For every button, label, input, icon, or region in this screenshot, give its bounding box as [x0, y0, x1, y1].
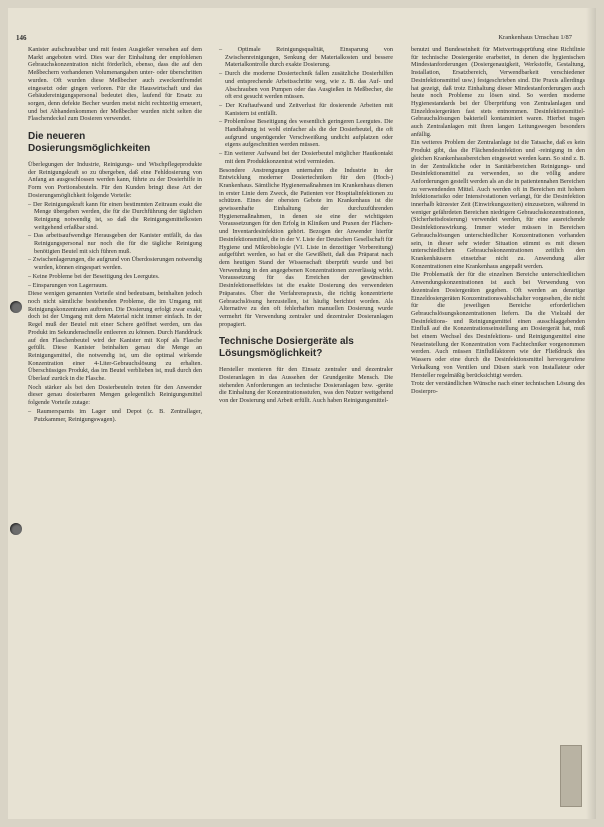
paragraph: benutzt und Bundeseinheit für Mietvertragsprüfung eine Richtlinie für technische Dosiergeräte erarbeitet, in denen die hygienischen Mindestanforderungen (Dosiergenauigkeit, Werkstoffe, Gestaltung, Installation, Ersatzbereich, Verwendbarkeit verschiedener Desinfektionsmittel usw.) festgeschrieben sind. Die Praxis allerdings hat gezeigt, daß trotz Einhaltung dieser Mindestanforderungen auch heute noch Probleme zu lösen sind. So werden moderne Hygienestandards bei der Überprüfung von Zentralanlagen und Einzeldosiergeräten fast stets entnommen. Desinfektionsmittel-Gebrauchslösungen bakteriell kontaminiert waren. Hierbei tragen auch Zentralanlagen mit ihren langen Leitungswegen besonders anfällig. — [411, 46, 585, 138]
bullet-list — [219, 46, 393, 166]
library-stamp — [560, 745, 582, 807]
bullet-list — [28, 201, 202, 290]
list-item: – Ein weiterer Aufwand bei der Dosierbeutel möglicher Hautkontakt mit dem Produktkonzentrat wird vermieden. — [219, 150, 393, 165]
column-2 — [219, 46, 393, 406]
bullet-list — [28, 408, 202, 423]
list-item: – Problemlose Beseitigung des wesentlich geringeren Leergutes. Die Handhabung ist wohl einfacher als die der Dosierbeutel, die oft aufgrund ungenügender Verschweißung undicht aufplatzen oder eigens aufgeschnitten werden müssen. — [219, 118, 394, 149]
paragraph: Diese wenigen genannten Vorteile sind bedeutsam, beinhalten jedoch noch nicht sämtliche bestehenden Probleme, die im Umgang mit Reinigungskonzentraten auftreten. Die Dosierung erfolgt zwar exakt, doch ist der Umgang mit dem Material nicht immer einfach. In der Regel muß der Beutel mit einer Schere geöffnet werden, um das Produkt im Sekundenschnelle entleeren zu können. Durch Handdruck auf den Flaschenbeutel wird der Kanister mit Kopf als Flasche gefüllt. Diese Kanister beinhalten genau die Menge an Reinigungsmittel, die notwendig ist, um die optimal wirkende Konzentration einer 4-Liter-Gebrauchslösung zu erhalten. Überschüssiges Produkt, das im Beutel verblieben ist, muß durch den Überlauf zurück in die Flasche. — [28, 290, 202, 383]
page-number: 146 — [16, 34, 27, 42]
list-item: – Zwischenlagerungen, die aufgrund von Überdosierungen notwendig wurden, können eingespart werden. — [28, 256, 203, 272]
column-3 — [411, 46, 585, 397]
column-1 — [28, 46, 202, 424]
paragraph: Noch stärker als bei den Dosierbeuteln treten für den Anwender dieser genau dosierbaren Mengen gelegentlich Reinigungsmittel folgende Vorteile zutage: — [28, 383, 202, 407]
section-heading: Technische Dosiergeräte als Lösungsmöglichkeit? — [219, 336, 354, 360]
list-item: – Durch die moderne Dosiertechnik fallen zusätzliche Dosierhilfen und entsprechende Arbeitsschritte weg, wie z. B. das Auf- und Abschrauben von Pumpen oder das Ausgießen in Meßbecher, die oft erst gesucht werden müssen. — [219, 70, 393, 101]
punch-hole-icon — [10, 523, 22, 535]
document-page — [8, 8, 596, 819]
list-item: – Raumersparnis im Lager und Depot (z. B. Zentrallager, Putzkammer, Reinigungswagen). — [28, 407, 202, 423]
list-item: – Der Kraftaufwand und Zeitverlust für dosierende Arbeiten mit Kanistern ist entfällt. — [219, 101, 393, 117]
list-item: – Der Reinigungskraft kann für einen bestimmten Zeitraum exakt die Menge übergeben werden, die für die Durchführung der täglichen Reinigung notwendig ist, so daß die Reinigungsmittelkosten weitgehend erfaßbar sind. — [28, 200, 203, 231]
paragraph: Überlegungen der Industrie, Reinigungs- und Wischpflegeprodukte der Reinigungskraft so zu übergeben, daß eine Fehldosierung von Anfang an ausgeschlossen werden kann, führte zu der Dosierhilfe in Form von Portionsbeuteln. Für den Kunden bringt diese Art der Dosierungsmöglichkeit folgende Vorteile: — [28, 161, 202, 199]
paragraph: Ein weiteres Problem der Zentralanlage ist die Tatsache, daß es kein Produkt gibt, das die Flächendesinfektion und -reinigung in den gleichen Krankenhausbereichen eingesetzt werden kann. So sind z. B. in der Zentralküche oder in Sanitärbereichen Reinigungs- und Desinfektionsmittel zu verwenden, so die völlig andere Anforderungen gestellt werden als an die in patientennahen Bereichen zu verwendenden Mittel. Auch werden oft in Bereichen mit hohem Infektionsrisiko oder Intensivstationen verlangt, für die Desinfektion innerhalb kürzester Zeit (Einwirkungszeiten) einzusetzen, während in weniger gefährdeten Bereichen niedrigere Gebrauchskonzentrationen, (Sicherheitsdosierung) verwendet werden, für eine ausreichende Desinfektionswirkung. Immer wieder müssen in Bereichen Gebrauchslösungen unterschiedlicher Konzentrationen vorhanden sein, in dieser sehr wieder Situation stimmt es mit diesen unterschiedlichen Gebrauchskonzentrationen zeitlich den Krankenhäusern einsetzbar nicht zu. Anwendung aller Konzentrationen eine Krankenhaus angepaßt werden. — [411, 139, 585, 270]
paragraph: Kanister aufschraubbar und mit festen Ausgießer versehen auf dem Markt angeboten wird. Dies war der Einhaltung der empfohlenen Gebrauchskonzentration nicht förderlich, ebenso, dass die auf den Meßbechern vorhandenen Volumenangaben unter- oder überschritten wurden. Oft wurden diese Meßbecher auch zweckentfremdet eingesetzt oder gingen verloren. Für die Hauswirtschaft und das Gebäudereinigungspersonal bedeutet dies, laufend für Ersatz zu sorgen, denn defekte Becher wurden meist nicht rechtzeitig erneuert, und bei Abhandenkommen der Meßbecher wurden nicht selten die Flaschendeckel zum Dosieren verwendet. — [28, 46, 202, 123]
punch-hole-icon — [10, 301, 22, 313]
section-heading: Die neueren Dosierungsmöglichkeiten — [28, 131, 151, 155]
paragraph: Besondere Anstrengungen unternahm die Industrie in der Entwicklung moderner Dosiertechniken für den (Hoch-) Krankenhaus. Sämtliche Hygienemaßnahmen im Krankenhaus dienen in erster Linie dem Zweck, die Patienten vor Hospitalinfektionen zu schützen. Eines der obersten Gebote im Krankenhaus ist die gewissenhafte Einhaltung der durchzuführenden Hygienemaßnahmen, in denen sie eine der wichtigsten Voraussetzungen für den Erfolg in Kliniken und Praxen der Flächen- und Inventardesinfektion gehört. Bezogen der Anwender hierfür Desinfektionsmittel, die in der V. Liste der Deutschen Gesellschaft für Hygiene und Mikrobiologie (VI. Liste in derzeitiger Vorbereitung) aufgeführt werden, so hat er die Gewißheit, daß das Präparat nach dem heutigen Stand der Wissenschaft überprüft wurde und bei Verwendung in den angegebenen Konzentrationen zuverlässig wirkt. Voraussetzung für das Erreichen der gewünschten Desinfektionseffektes ist die exakte Dosierung des verwendeten Präparates. Über die Verfahrenspraxis, die richtig konzentrierte Gebrauchslösung herzustellen, ist häufig berichtet worden. Als Alternative zu den oft fehlerhaften manuellen Dosierung wurde vermehrt für Verwendung zentraler und dezentraler Dosieranlagen propagiert. — [219, 166, 393, 328]
paragraph: Hersteller monieren für den Einsatz zentraler und dezentraler Dosieranlagen in das Aussehen der Grundgeräte Mensch. Die stehenden Anforderungen an technische Dosieranlagen bzw. -geräte die Einhaltung der Konzentrationsstufen, was den Nutzer weitgehend von der Dosierung und Arbeit erfüllt. Auch haben Reinigungsmittel- — [219, 366, 393, 405]
paragraph: Trotz der verständlichen Wünsche nach einer technischen Lösung des Dosierpro- — [411, 380, 585, 395]
paragraph: Die Problematik der für die einzelnen Bereiche unterschiedlichen Anwendungskonzentrationen ist auch bei Verwendung von dezentralen Dosiergeräten gegeben. Oft werden an derartige Einzeldosiergeräten Konzentrationswahlschalter vorgesehen, die nicht für die jeweiligen Bereiche erforderlichen Gebrauchslösungskonzentrationen liefern. Da die Vielzahl der Desinfektions- und Reinigungsmittel einen ausschlaggebenden Einfluß auf die Konzentrationseinstellung am Dosiergerät hat, muß bei einem Wechsel des Desinfektions- und Reinigungsmittel eine Neueinstellung der Konzentration vom Fachtechniker vorgenommen werden. Auch müssen Einflußfaktoren wie der Fließdruck des Wassers oder eine durch die Desinfektionsmittel hervorgerufene Verkalkung von Ventilen und Düsen stark von Installateur oder Hersteller regelmäßig berücksichtigt werden. — [411, 271, 585, 379]
list-item: – Optimale Reinigungsqualität, Einsparung von Zwischenreinigungen, Senkung der Materialkosten und bessere Materialkontrolle durch exakte Dosierung. — [219, 46, 393, 69]
list-item: – Einsparungen von Lagerraum. — [28, 281, 108, 289]
list-item: – Das arbeitsaufwendige Herausgeben der Kanister entfällt, da das Reinigungspersonal nur noch die für die tägliche Reinigung benötigten Beutel mit sich führen muß. — [28, 232, 202, 255]
running-header: Krankenhaus Umschau 1/87 — [498, 34, 572, 41]
list-item: – Keine Probleme bei der Beseitigung des Leergutes. — [28, 272, 160, 280]
